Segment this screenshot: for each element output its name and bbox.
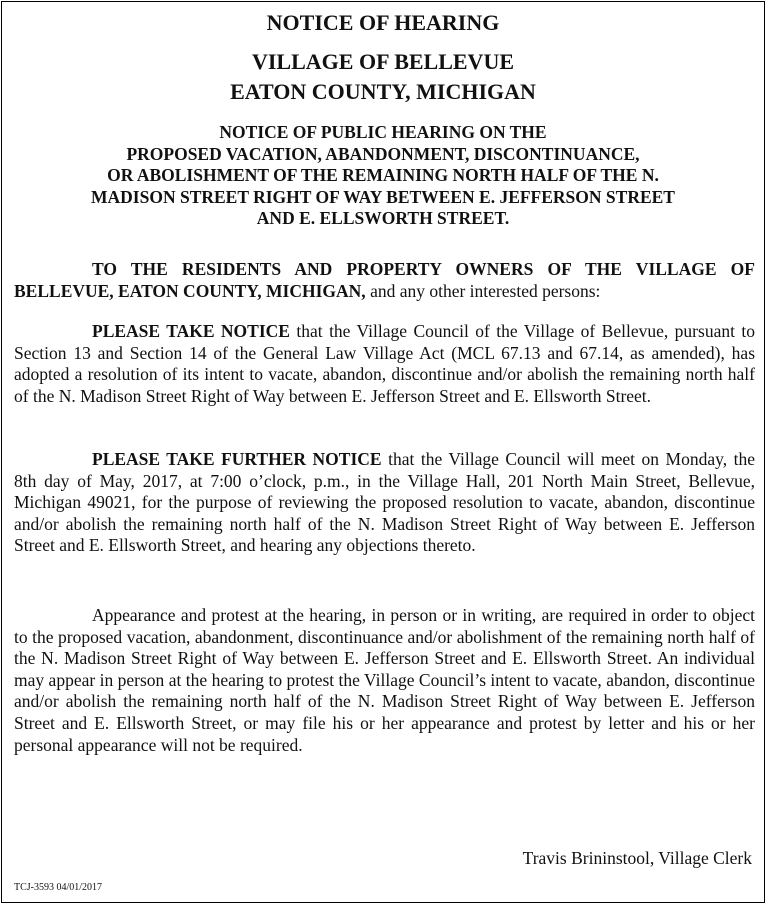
address-rest: and any other interested persons: xyxy=(365,280,601,301)
paragraph-text: that the Village Council will meet on Monday, the 8th day of May, 2017, at 7:00 o’clock, p.m., in the Village Hall, 201 North Main Street, Bellevue, Michigan 49021, for the purpose of reviewing the proposed resolution to vacate, abandon, discontinue and/or abolish the remaining north half of the N. Madison Street Right of Way between E. Jefferson Street and E. Ellsworth Street, and hearing any objections thereto. xyxy=(14,449,756,556)
notice-title: NOTICE OF HEARING xyxy=(266,10,500,35)
subject-line: PROPOSED VACATION, ABANDONMENT, DISCONTINUANCE, xyxy=(126,143,640,164)
county-state: EATON COUNTY, MICHIGAN xyxy=(230,79,536,104)
subject-line: NOTICE OF PUBLIC HEARING ON THE xyxy=(219,122,547,142)
village-name: VILLAGE OF BELLEVUE xyxy=(251,49,515,74)
paragraph-text: that the Village Council of the Village of Bellevue, pursuant to Section 13 and Section 14 of the General Law Village Act (MCL 67.13 and 67.14, as amended), has adopted a resolution of its intent to vacate, abandon, discontinue and/or abolish the remaining north half of the N. Madison Street Right of Way between E. Jefferson Street and E. Ellsworth Street. xyxy=(14,321,755,406)
paragraph-lead: PLEASE TAKE FURTHER NOTICE xyxy=(92,449,382,469)
appearance-paragraph xyxy=(14,605,755,756)
clerk-signature: Travis Brininstool, Village Clerk xyxy=(522,848,752,868)
subject-line: AND E. ELLSWORTH STREET. xyxy=(256,208,510,228)
subject-line: MADISON STREET RIGHT OF WAY BETWEEN E. JEFFERSON STREET xyxy=(91,186,675,207)
address-bold: TO THE RESIDENTS AND PROPERTY OWNERS OF THE VILLAGE OF BELLEVUE, EATON COUNTY, MICHIGAN, xyxy=(14,259,755,301)
public-notice xyxy=(1,1,765,903)
paragraph-text: Appearance and protest at the hearing, in person or in writing, are required in order to object to the proposed vacation, abandonment, discontinuance and/or abolishment of the remaining north half of the N. Madison Street Right of Way between E. Jefferson Street and E. Ellsworth Street. An individual may appear in person at the hearing to protest the Village Council’s intent to vacate, abandon, discontinue and/or abolish the remaining north half of the N. Madison Street Right of Way between E. Jefferson Street and E. Ellsworth Street, or may file his or her appearance and protest by letter and his or her personal appearance will not be required. xyxy=(14,605,755,755)
village-heading xyxy=(2,47,764,107)
subject-line: OR ABOLISHMENT OF THE REMAINING NORTH HALF OF THE N. xyxy=(107,165,659,185)
paragraph-lead: PLEASE TAKE NOTICE xyxy=(92,321,290,341)
address-paragraph xyxy=(14,259,755,302)
further-notice-paragraph xyxy=(14,449,755,557)
notice-paragraph xyxy=(14,321,755,407)
publication-reference: TCJ-3593 04/01/2017 xyxy=(14,882,103,893)
notice-subject xyxy=(2,122,764,230)
